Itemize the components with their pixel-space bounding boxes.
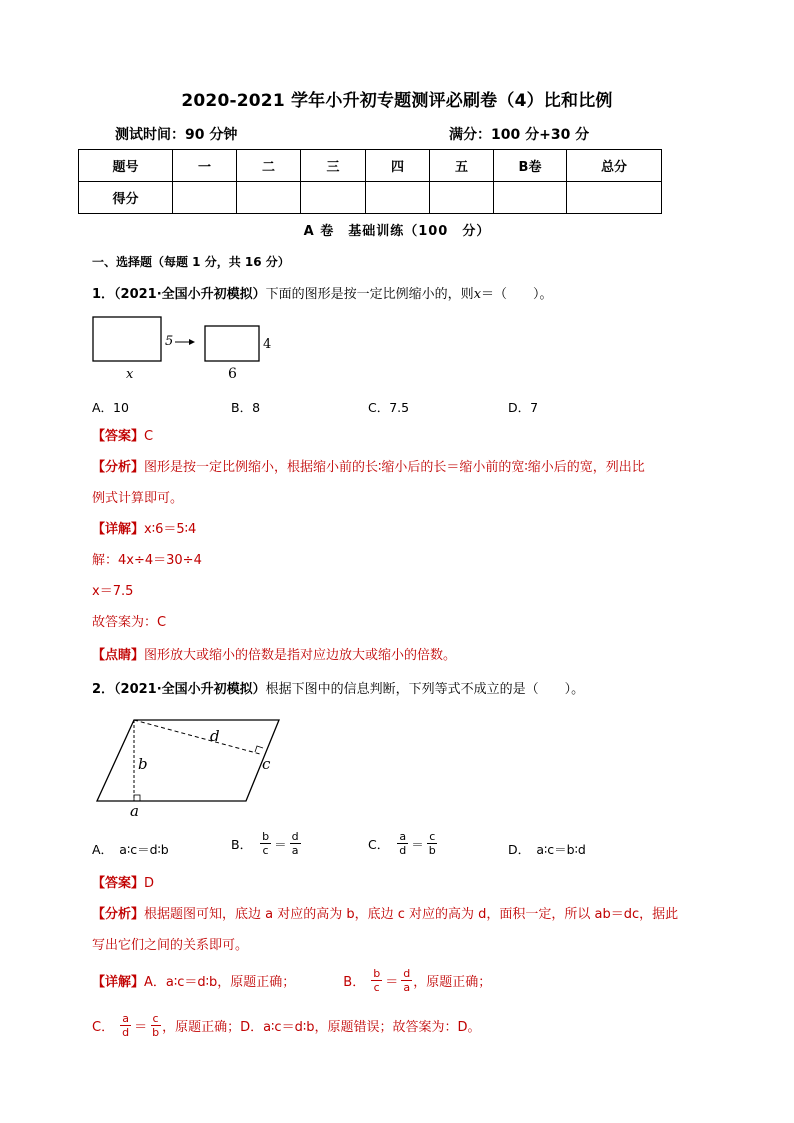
question-source: （2021·全国小升初模拟） [114, 287, 266, 302]
q2-figure [90, 712, 290, 822]
fraction: $\frac{b}{c}$ [262, 830, 270, 857]
option-c[interactable]: C． $\frac{a}{d}$ ＝ $\frac{c}{b}$ [368, 830, 436, 857]
q2-detail-cont: C． $\frac{a}{d}$ ＝ $\frac{c}{b}$ ，原题正确；D．a∶c＝d∶b，原题错误；故答案为：D。 [92, 1011, 481, 1039]
score-cell[interactable] [494, 182, 567, 214]
q1-answer [92, 421, 717, 452]
score-table-row [79, 182, 662, 214]
question-source: （2021·全国小升初模拟） [114, 682, 266, 697]
detail-b-label: B． [343, 974, 366, 990]
option-label: B． [231, 836, 253, 852]
arrow-head-icon [189, 339, 195, 345]
score-header-cell: 题号 [79, 150, 173, 182]
fraction: $\frac{c}{b}$ [152, 1011, 160, 1039]
label-a: a [130, 802, 139, 820]
score-cell[interactable] [173, 182, 237, 214]
score-header-cell: 三 [301, 150, 366, 182]
detail-tag: 【详解】 [92, 974, 145, 990]
option-c[interactable]: C．7.5 [368, 400, 410, 415]
fraction: $\frac{d}{a}$ [403, 966, 411, 994]
q1-conclusion: 故答案为：C [92, 615, 167, 630]
q2-analysis-cont: 写出它们之间的关系即可。 [92, 938, 249, 953]
score-cell[interactable] [366, 182, 430, 214]
fraction: $\frac{a}{d}$ [122, 1011, 130, 1039]
question-1 [92, 283, 553, 302]
right-angle-marker [255, 746, 263, 752]
answer-value: D [144, 876, 155, 891]
detail-c-text: ，原题正确；D．a∶c＝d∶b，原题错误；故答案为：D。 [162, 1019, 481, 1035]
option-d[interactable]: D．7 [508, 400, 539, 415]
fraction: $\frac{a}{d}$ [399, 830, 407, 857]
tip-tag: 【点睛】 [92, 648, 145, 663]
q1-step-1: 解：4x÷4＝30÷4 [92, 553, 202, 568]
question-number: 1． [92, 287, 115, 302]
score-table-header-row [79, 150, 662, 182]
detail-a: A．a∶c＝d∶b，原题正确； [144, 974, 296, 990]
label-length-large: x [126, 367, 134, 382]
test-time: 测试时间：90 分钟 [115, 127, 238, 143]
height-d-line [134, 720, 260, 754]
answer-tag: 【答案】 [92, 876, 145, 891]
score-table [78, 149, 662, 214]
score-cell[interactable] [301, 182, 366, 214]
fraction: $\frac{c}{b}$ [428, 830, 436, 857]
label-c: c [262, 755, 271, 773]
label-width-large: 5 [165, 334, 174, 349]
option-a[interactable]: A． a∶c＝d∶b [92, 842, 169, 857]
option-b[interactable]: B．8 [231, 400, 261, 415]
fraction: $\frac{d}{a}$ [291, 830, 299, 857]
section-a-heading: A 卷 基础训练（100 分） [303, 224, 491, 239]
tip-text: 图形放大或缩小的倍数是指对应边放大或缩小的倍数。 [144, 648, 457, 663]
score-header-cell: B卷 [494, 150, 567, 182]
q1-analysis-cont: 例式计算即可。 [92, 491, 184, 506]
label-length-small: 6 [228, 366, 237, 382]
detail-b-text: ，原题正确； [413, 974, 492, 990]
answer-tag: 【答案】 [92, 429, 145, 444]
fraction: $\frac{b}{c}$ [373, 966, 381, 994]
right-angle-marker [134, 795, 140, 801]
question-variable: x [473, 287, 482, 302]
parallelogram [97, 720, 279, 801]
option-d[interactable]: D． a∶c＝b∶d [508, 842, 586, 857]
q1-detail [92, 514, 717, 545]
score-header-cell: 二 [237, 150, 301, 182]
option-a[interactable]: A．10 [92, 400, 129, 415]
q2-analysis [92, 899, 717, 930]
question-text: 下面的图形是按一定比例缩小的，则 [265, 287, 474, 302]
analysis-text: 图形是按一定比例缩小，根据缩小前的长∶缩小后的长＝缩小前的宽∶缩小后的宽，列出比 [144, 460, 645, 475]
detail-text: x∶6＝5∶4 [144, 522, 197, 537]
question-text: 根据下图中的信息判断，下列等式不成立的是（ ）。 [265, 682, 585, 697]
detail-c-label: C． [92, 1019, 115, 1035]
score-row-label: 得分 [79, 182, 173, 214]
score-header-cell: 五 [430, 150, 494, 182]
q1-tip [92, 640, 717, 671]
q1-analysis [92, 452, 717, 483]
q1-figure [88, 312, 288, 384]
score-header-cell: 一 [173, 150, 237, 182]
q2-detail: 【详解】 A．a∶c＝d∶b，原题正确； B． $\frac{b}{c}$ ＝ $\frac{d}{a}$ ，原题正确； [92, 966, 492, 994]
q2-answer [92, 868, 717, 899]
score-cell[interactable] [567, 182, 662, 214]
full-score: 满分：100 分+30 分 [449, 127, 590, 143]
detail-tag: 【详解】 [92, 522, 145, 537]
score-cell[interactable] [237, 182, 301, 214]
part1-heading: 一、选择题（每题 1 分，共 16 分） [92, 255, 290, 269]
analysis-tag: 【分析】 [92, 907, 145, 922]
question-2 [92, 678, 584, 697]
question-number: 2． [92, 682, 115, 697]
label-height-small: 4 [263, 337, 272, 352]
label-b: b [138, 755, 148, 773]
analysis-tag: 【分析】 [92, 460, 145, 475]
small-rectangle [205, 326, 259, 361]
score-header-cell: 四 [366, 150, 430, 182]
page-title: 2020-2021 学年小升初专题测评必刷卷（4）比和比例 [181, 91, 613, 111]
option-label: C． [368, 836, 390, 852]
score-cell[interactable] [430, 182, 494, 214]
analysis-text: 根据题图可知，底边 a 对应的高为 b，底边 c 对应的高为 d，面积一定，所以 ab＝dc，据此 [144, 907, 679, 922]
large-rectangle [93, 317, 161, 361]
label-d: d [210, 727, 220, 745]
answer-value: C [144, 429, 154, 444]
question-tail: ＝（ ）。 [481, 287, 553, 302]
q1-step-2: x＝7.5 [92, 584, 134, 599]
score-header-cell: 总分 [567, 150, 662, 182]
option-b[interactable]: B． $\frac{b}{c}$ ＝ $\frac{d}{a}$ [231, 830, 299, 857]
